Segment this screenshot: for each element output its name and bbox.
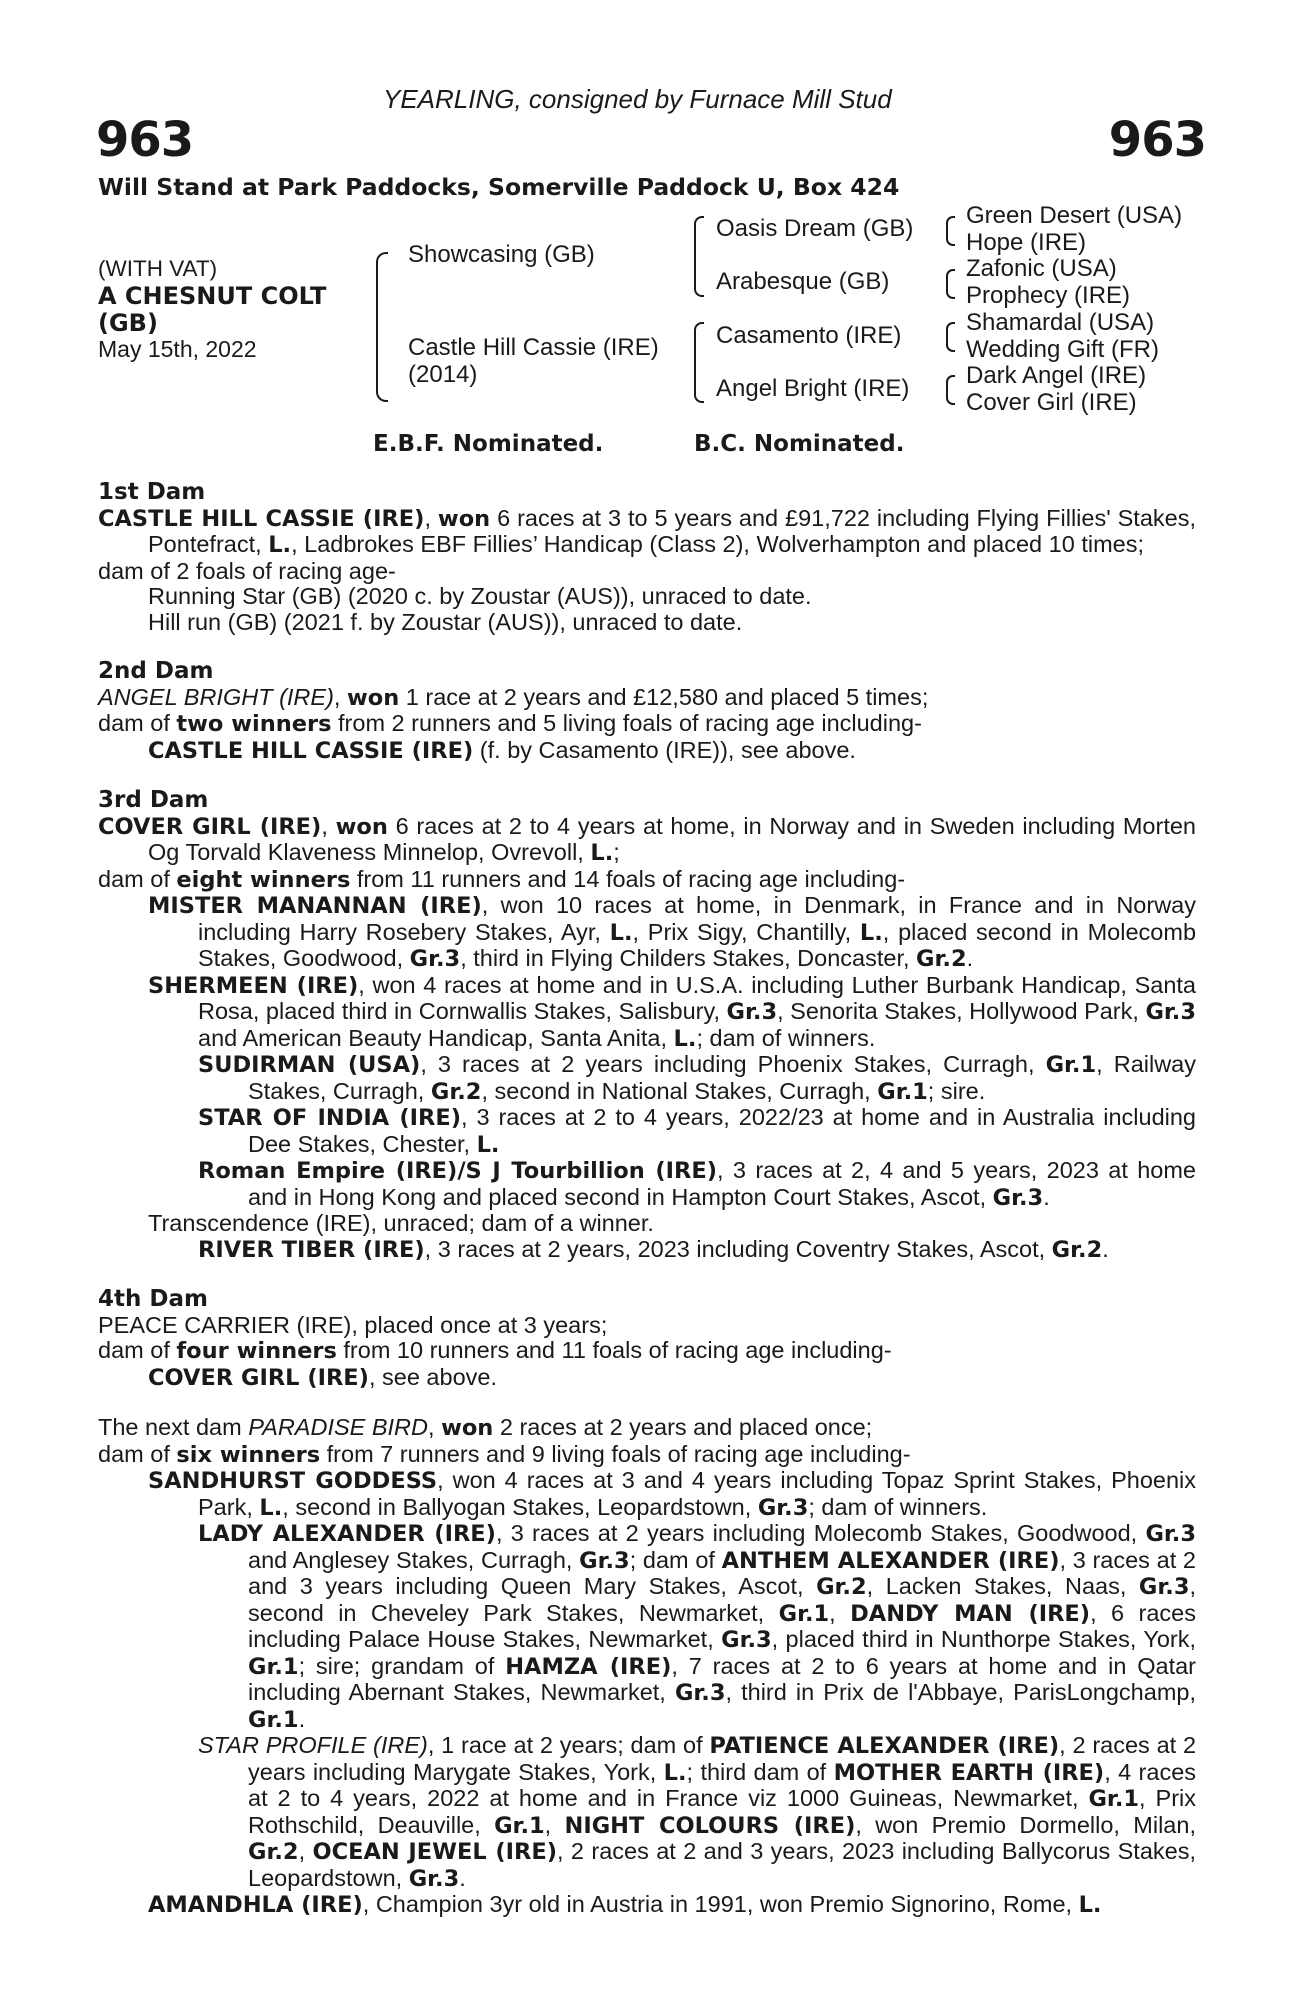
section-heading: 1st Dam [98,479,206,505]
fourth-dam-section [98,1287,1196,1391]
progeny-entry: CASTLE HILL CASSIE (IRE) (f. by Casamento (IRE)), see above. [148,736,856,764]
progeny-entry: SUDIRMAN (USA), 3 races at 2 years including Phoenix Stakes, Curragh, Gr.1, Railway Stakes, Curragh, Gr.2, second in National Stakes, Curragh, Gr.1; sire. [198,1051,1196,1105]
second-dam-section [98,659,1196,764]
third-dam-record: COVER GIRL (IRE), won 6 races at 2 to 4 years at home, in Norway and in Sweden including Morten Og Torvald Klaveness Minnelop, Ovrevoll, L.; [98,812,1196,866]
foal-entry: Hill run (GB) (2021 f. by Zoustar (AUS)), unraced to date. [148,608,743,635]
next-dam-record: The next dam PARADISE BIRD, won 2 races at 2 years and placed once; [98,1414,873,1441]
progeny-entry: MISTER MANANNAN (IRE), won 10 races at home, in Denmark, in France and in Norway including Harry Rosebery Stakes, Ayr, L., Prix Sigy, Chantilly, L., placed second in Molecomb Stakes, Goodwood, Gr.3, third in Flying Childers Stakes, Doncaster, Gr.2. [148,892,1197,972]
progeny-entry: Transcendence (IRE), unraced; dam of a winner. [148,1210,654,1236]
progeny-entry: STAR PROFILE (IRE), 1 race at 2 years; dam of PATIENCE ALEXANDER (IRE), 2 races at 2 years including Marygate Stakes, York, L.; third dam of MOTHER EARTH (IRE), 4 races at 2 to 4 years, 2022 at home and in France viz 1000 Guineas, Newmarket, Gr.1, Prix Rothschild, Deauville, Gr.1, NIGHT COLOURS (IRE), won Premio Dormello, Milan, Gr.2, OCEAN JEWEL (IRE), 2 races at 2 and 3 years, 2023 including Ballycorus Stakes, Leopardstown, Gr.3. [198,1732,1197,1892]
progeny-entry: SHERMEEN (IRE), won 4 races at home and in U.S.A. including Luther Burbank Handicap, Santa Rosa, placed third in Cornwallis Stakes, Salisbury, Gr.3, Senorita Stakes, Hollywood Park, Gr.3 and American Beauty Handicap, Santa Anita, L.; dam of winners. [148,971,1197,1052]
first-dam-record: CASTLE HILL CASSIE (IRE), won 6 races at 3 to 5 years and £91,722 including Flying Fillies' Stakes, Pontefract, L., Ladbrokes EBF Fillies’ Handicap (Class 2), Wolverhampton and placed 10 times; [98,504,1197,558]
stand-location: Will Stand at Park Paddocks, Somerville Paddock U, Box 424 [98,173,900,201]
pedigree-dam-dam: Angel Bright (IRE) [716,375,910,402]
first-dam-section [98,480,1196,635]
fourth-dam-record: PEACE CARRIER (IRE), placed once at 3 years; [98,1311,608,1338]
dam-of-line: dam of two winners from 2 runners and 5 living foals of racing age including- [98,710,922,737]
brace-gen3-1 [946,216,955,246]
brace-gen3-2 [946,269,955,299]
brace-gen3-3 [946,322,955,352]
brace-gen3-4 [946,375,955,405]
section-heading: 3rd Dam [98,787,209,813]
horse-country: (GB) [98,309,158,337]
consignor-line: YEARLING, consigned by Furnace Mill Stud [383,84,892,114]
ebf-nominated: E.B.F. Nominated. [373,431,604,457]
third-dam-section [98,788,1196,1263]
progeny-entry: LADY ALEXANDER (IRE), 3 races at 2 years including Molecomb Stakes, Goodwood, Gr.3 and Anglesey Stakes, Curragh, Gr.3; dam of ANTHEM ALEXANDER (IRE), 3 races at 2 and 3 years including Queen Mary Stakes, Ascot, Gr.2, Lacken Stakes, Naas, Gr.3, second in Cheveley Park Stakes, Newmarket, Gr.1, DANDY MAN (IRE), 6 races including Palace House Stakes, Newmarket, Gr.3, placed third in Nunthorpe Stakes, York, Gr.1; sire; grandam of HAMZA (IRE), 7 races at 2 to 6 years at home and in Qatar including Abernant Stakes, Newmarket, Gr.3, third in Prix de l'Abbaye, ParisLongchamp, Gr.1. [198,1520,1197,1733]
section-heading: 4th Dam [98,1286,208,1312]
vat-label: (WITH VAT) [98,256,218,281]
pedigree-sire: Showcasing (GB) [408,241,595,268]
horse-name: CASTLE HILL CASSIE (IRE) [98,505,425,532]
pedigree-gen4-1: Green Desert (USA) [966,202,1183,229]
lot-number-right: 963 [1108,112,1206,168]
dam-of-line: dam of six winners from 7 runners and 9 living foals of racing age including- [98,1440,911,1468]
progeny-entry: COVER GIRL (IRE), see above. [148,1363,497,1391]
foal-entry: Running Star (GB) (2020 c. by Zoustar (AUS)), unraced to date. [148,583,812,609]
dam-of-line: dam of four winners from 10 runners and 11 foals of racing age including- [98,1337,892,1364]
pedigree-dam-year: (2014) [408,361,478,388]
progeny-entry: SANDHURST GODDESS, won 4 races at 3 and 4 years including Topaz Sprint Stakes, Phoenix Park, L., second in Ballyogan Stakes, Leopardstown, Gr.3; dam of winners. [148,1467,1197,1521]
pedigree-gen4-2: Hope (IRE) [966,229,1087,256]
progeny-entry: AMANDHLA (IRE), Champion 3yr old in Austria in 1991, won Premio Signorino, Rome, L. [148,1891,1102,1918]
dam-of-line: dam of 2 foals of racing age- [98,557,396,584]
progeny-entry: Roman Empire (IRE)/S J Tourbillion (IRE), 3 races at 2, 4 and 5 years, 2023 at home and in Hong Kong and placed second in Hampton Court Stakes, Ascot, Gr.3. [198,1157,1196,1211]
pedigree-gen4-3: Zafonic (USA) [966,255,1117,282]
progeny-entry: RIVER TIBER (IRE), 3 races at 2 years, 2023 including Coventry Stakes, Ascot, Gr.2. [198,1235,1109,1263]
pedigree-gen4-8: Cover Girl (IRE) [966,389,1137,416]
catalogue-body [98,480,1196,1919]
second-dam-record: ANGEL BRIGHT (IRE), won 1 race at 2 years and £12,580 and placed 5 times; [98,683,929,711]
bc-nominated: B.C. Nominated. [694,431,905,457]
progeny-entry: STAR OF INDIA (IRE), 3 races at 2 to 4 years, 2022/23 at home and in Australia including Dee Stakes, Chester, L. [198,1104,1196,1158]
section-heading: 2nd Dam [98,658,214,684]
brace-gen2-top [694,216,704,297]
foaling-date: May 15th, 2022 [98,336,257,362]
horse-name: A CHESNUT COLT [98,282,327,310]
pedigree-dam: Castle Hill Cassie (IRE) [408,334,659,361]
pedigree-sire-dam: Arabesque (GB) [716,268,890,295]
pedigree-gen4-4: Prophecy (IRE) [966,282,1131,309]
lot-number-left: 963 [96,112,194,168]
dam-of-line: dam of eight winners from 11 runners and 14 foals of racing age including- [98,865,906,893]
next-dam-section [98,1415,1196,1919]
brace-gen1 [376,252,388,402]
brace-gen2-bottom [694,322,704,403]
pedigree-gen4-7: Dark Angel (IRE) [966,362,1147,389]
pedigree-gen4-5: Shamardal (USA) [966,309,1155,336]
pedigree-gen4-6: Wedding Gift (FR) [966,336,1159,363]
pedigree-dam-sire: Casamento (IRE) [716,322,902,349]
pedigree-sire-sire: Oasis Dream (GB) [716,215,914,242]
